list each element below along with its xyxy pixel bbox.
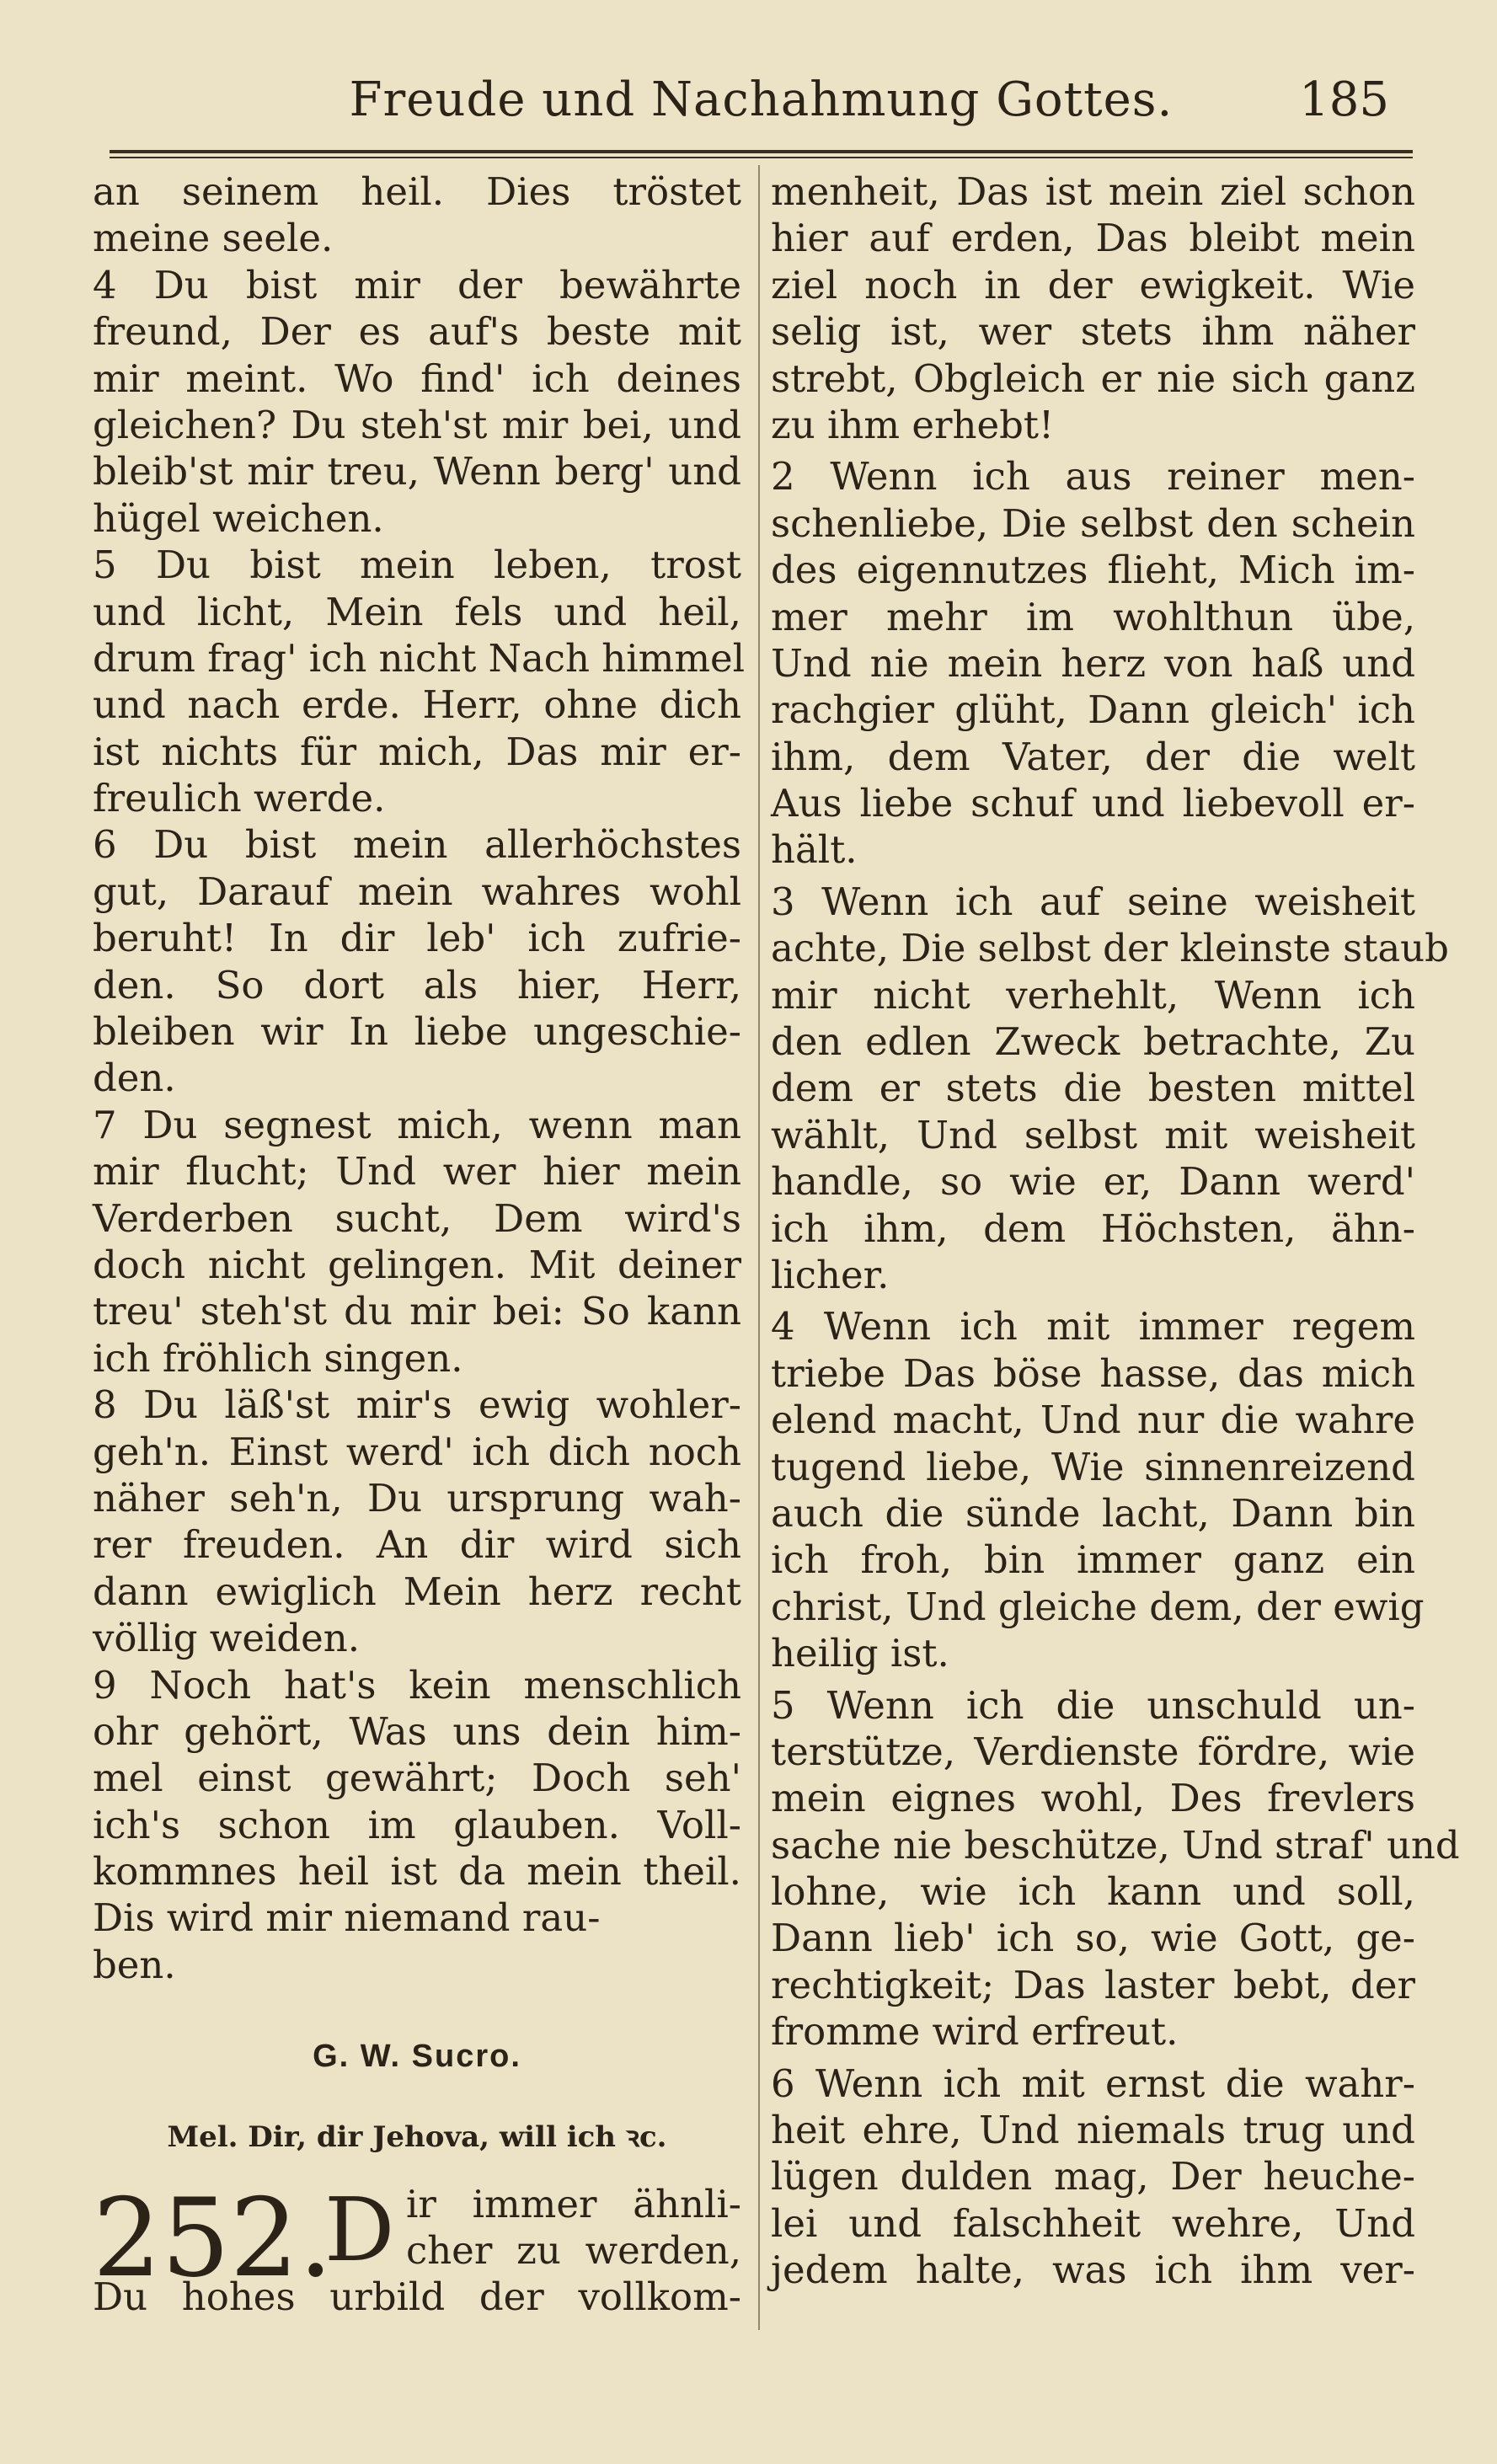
text-line: Dis wird mir niemand rau-: [93, 1895, 601, 1941]
text-line: 9 Noch hat's kein menschlich: [93, 1662, 741, 1708]
text-line: Dann lieb' ich so, wie Gott, ge-: [771, 1916, 1415, 1961]
text-line: jedem halte, was ich ihm ver-: [771, 2248, 1415, 2293]
text-line: ihm, dem Vater, der die welt: [771, 734, 1415, 779]
column-divider: [758, 165, 760, 2330]
text-line: lohne, wie ich kann und soll,: [771, 1869, 1415, 1915]
hymn-start: [93, 2176, 741, 2340]
page-header: [110, 66, 1413, 142]
text-line: rechtigkeit; Das laster bebt, der: [771, 1962, 1415, 2007]
text-line: Verderben sucht, Dem wird's: [93, 1195, 741, 1241]
melody-indication: Mel. Dir, dir Jehova, will ich ꝛc.: [167, 2120, 667, 2154]
text-line: hält.: [771, 827, 858, 873]
text-line: mir flucht; Und wer hier mein: [93, 1149, 741, 1195]
text-line: 6 Wenn ich mit ernst die wahr-: [771, 2060, 1415, 2106]
text-line: 4 Wenn ich mit immer regem: [771, 1304, 1415, 1350]
text-line: bleib'st mir treu, Wenn berg' und: [93, 449, 741, 494]
text-line: näher seh'n, Du ursprung wah-: [93, 1475, 741, 1521]
text-line: dann ewiglich Mein herz recht: [93, 1569, 741, 1614]
text-line: christ, Und gleiche dem, der ewig: [771, 1584, 1425, 1629]
text-line: kommnes heil ist da mein theil.: [93, 1849, 741, 1895]
text-line: lei und falschheit wehre, Und: [771, 2200, 1415, 2246]
text-line: 2 Wenn ich aus reiner men-: [771, 454, 1415, 500]
text-line: mir nicht verhehlt, Wenn ich: [771, 972, 1415, 1018]
header-rule-thin: [110, 157, 1413, 158]
text-line: ist nichts für mich, Das mir er-: [93, 729, 741, 774]
hymn-first-line: ir immer ähnli-: [406, 2182, 741, 2226]
text-line: 5 Wenn ich die unschuld un-: [771, 1682, 1415, 1728]
text-line: menheit, Das ist mein ziel schon: [771, 169, 1415, 214]
text-line: 3 Wenn ich auf seine weisheit: [771, 879, 1415, 924]
text-line: mel einst gewährt; Doch seh': [93, 1756, 741, 1801]
text-line: des eigennutzes flieht, Mich im-: [771, 548, 1415, 593]
text-line: sache nie beschütze, Und straf' und: [771, 1822, 1460, 1868]
text-line: gut, Darauf mein wahres wohl: [93, 869, 741, 914]
text-line: mir meint. Wo find' ich deines: [93, 355, 741, 401]
text-line: den. So dort als hier, Herr,: [93, 962, 741, 1008]
text-line: ben.: [93, 1942, 176, 1987]
right-column: [771, 168, 1460, 2294]
text-line: ich fröhlich singen.: [93, 1335, 463, 1381]
text-line: zu ihm erhebt!: [771, 402, 1055, 447]
text-line: schenliebe, Die selbst den schein: [771, 500, 1415, 546]
hymn-number: 252.: [93, 2176, 333, 2301]
text-line: mer mehr im wohlthun übe,: [771, 594, 1415, 639]
text-line: freulich werde.: [93, 776, 386, 821]
text-line: und nach erde. Herr, ohne dich: [93, 682, 741, 728]
text-line: rer freuden. An dir wird sich: [93, 1522, 741, 1568]
text-line: selig ist, wer stets ihm näher: [771, 309, 1415, 355]
page-number: 185: [1299, 72, 1389, 127]
text-line: wählt, Und selbst mit weisheit: [771, 1112, 1415, 1157]
text-line: beruht! In dir leb' ich zufrie-: [93, 916, 741, 961]
text-line: ich's schon im glauben. Voll-: [93, 1802, 741, 1847]
text-line: 6 Du bist mein allerhöchstes: [93, 822, 741, 868]
text-line: den.: [93, 1056, 176, 1101]
text-line: rachgier glüht, Dann gleich' ich: [771, 687, 1415, 733]
text-line: völlig weiden.: [93, 1616, 361, 1661]
text-line: an seinem heil. Dies tröstet: [93, 169, 741, 214]
text-line: achte, Die selbst der kleinste staub: [771, 926, 1449, 971]
header-rule: [110, 150, 1413, 153]
text-line: ziel noch in der ewigkeit. Wie: [771, 262, 1415, 307]
text-line: 8 Du läß'st mir's ewig wohler-: [93, 1382, 741, 1428]
text-line: Und nie mein herz von haß und: [771, 640, 1415, 686]
text-line: 4 Du bist mir der bewährte: [93, 262, 741, 307]
text-line: und licht, Mein fels und heil,: [93, 589, 741, 634]
text-line: elend macht, Und nur die wahre: [771, 1398, 1415, 1443]
text-line: terstütze, Verdienste fördre, wie: [771, 1729, 1415, 1774]
text-line: mein eignes wohl, Des frevlers: [771, 1776, 1415, 1821]
text-line: ich froh, bin immer ganz ein: [771, 1537, 1415, 1583]
text-line: hügel weichen.: [93, 495, 384, 541]
running-title: Freude und Nachahmung Gottes.: [349, 72, 1174, 127]
left-column: [93, 168, 746, 1988]
text-line: lügen dulden mag, Der heuche-: [771, 2154, 1415, 2199]
hymn-author: G. W. Sucro.: [313, 2039, 521, 2074]
hymn-third-line: Du hohes urbild der vollkom-: [93, 2274, 741, 2319]
text-line: meine seele.: [93, 216, 334, 261]
text-line: dem er stets die besten mittel: [771, 1066, 1415, 1111]
text-line: gleichen? Du steh'st mir bei, und: [93, 402, 741, 447]
text-line: doch nicht gelingen. Mit deiner: [93, 1242, 741, 1287]
text-line: auch die sünde lacht, Dann bin: [771, 1490, 1415, 1536]
text-line: heit ehre, Und niemals trug und: [771, 2108, 1415, 2153]
text-line: handle, so wie er, Dann werd': [771, 1159, 1415, 1205]
text-line: treu' steh'st du mir bei: So kann: [93, 1289, 741, 1334]
text-line: fromme wird erfreut.: [771, 2009, 1179, 2055]
text-line: triebe Das böse hasse, das mich: [771, 1350, 1415, 1396]
text-line: 7 Du segnest mich, wenn man: [93, 1102, 741, 1147]
text-line: strebt, Obgleich er nie sich ganz: [771, 355, 1415, 401]
text-line: ohr gehört, Was uns dein him-: [93, 1708, 741, 1754]
text-line: 5 Du bist mein leben, trost: [93, 543, 741, 588]
text-line: tugend liebe, Wie sinnenreizend: [771, 1444, 1415, 1489]
text-line: den edlen Zweck betrachte, Zu: [771, 1019, 1415, 1065]
text-line: freund, Der es auf's beste mit: [93, 309, 741, 355]
text-line: ich ihm, dem Höchsten, ähn-: [771, 1205, 1415, 1251]
drop-cap: D: [324, 2178, 395, 2281]
text-line: geh'n. Einst werd' ich dich noch: [93, 1429, 741, 1474]
text-line: Aus liebe schuf und liebevoll er-: [771, 781, 1415, 826]
text-line: hier auf erden, Das bleibt mein: [771, 216, 1415, 261]
text-line: licher.: [771, 1252, 890, 1297]
hymn-second-line: cher zu werden,: [406, 2228, 741, 2273]
text-line: bleiben wir In liebe ungeschie-: [93, 1009, 741, 1055]
text-line: drum frag' ich nicht Nach himmel: [93, 635, 746, 681]
text-line: heilig ist.: [771, 1631, 949, 1676]
